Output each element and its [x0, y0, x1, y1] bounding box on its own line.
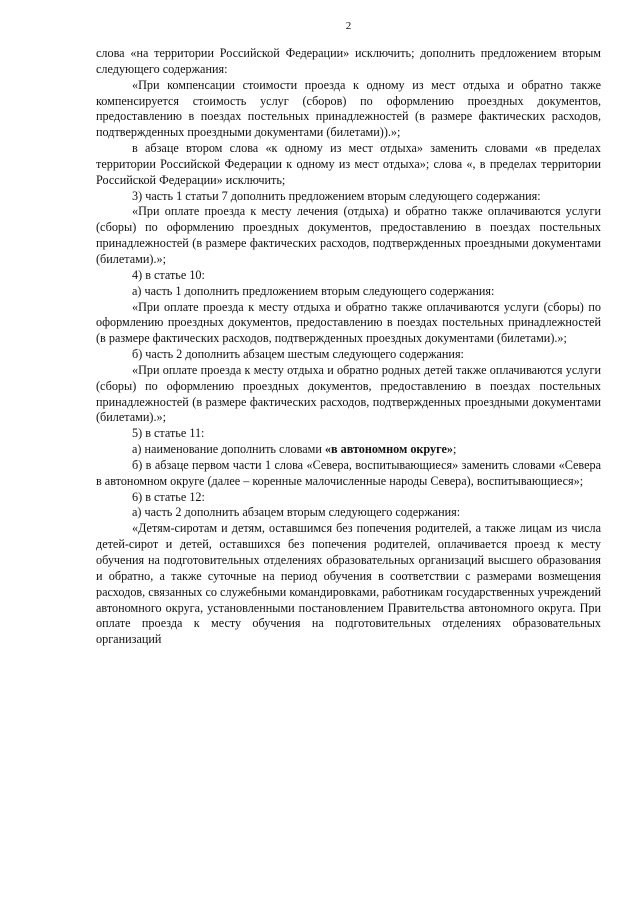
paragraph-text: б) часть 2 дополнить абзацем шестым следующего содержания:	[132, 347, 464, 362]
paragraph-text: «При компенсации стоимости проезда к одному из мест отдыха и обратно также компенсируется стоимость услуг (сборов) по оформлению проездных документов, предоставлению в поездах постельных принадлежностей (в размере фактических расходов, подтвержденных проездными документами (билетами)).»;	[96, 77, 601, 140]
paragraph	[96, 284, 601, 300]
paragraph	[96, 204, 601, 267]
paragraph	[96, 458, 601, 490]
paragraph-text: 5) в статье 11:	[132, 426, 205, 441]
paragraph	[96, 78, 601, 141]
paragraph-text: слова «на территории Российской Федерации» исключить; дополнить предложением вторым следующего содержания:	[96, 46, 601, 76]
paragraph	[96, 442, 601, 458]
paragraph-text: «При оплате проезда к месту лечения (отдыха) и обратно также оплачиваются услуги (сборы) по оформлению проездных документов, предоставлению в поездах постельных принадлежностей (в размере фактических расходов, подтвержденных проездными документами (билетами).»;	[96, 204, 601, 266]
paragraph-text: «При оплате проезда к месту отдыха и обратно родных детей также оплачиваются услуги (сборы) по оформлению проездных документов, предоставлению в поездах постельных принадлежностей (в размере фактических расходов, подтвержденных проездными документами (билетами).»;	[96, 362, 601, 425]
bold-phrase: «в автономном округе»	[324, 442, 454, 457]
paragraph	[96, 490, 601, 506]
paragraph-text: б) в абзаце первом части 1 слова «Севера, воспитывающиеся» заменить словами «Севера в автономном округе (далее – коренные малочисленные народы Севера), воспитывающиеся»;	[96, 457, 601, 488]
paragraph-text: 3) часть 1 статьи 7 дополнить предложением вторым следующего содержания:	[132, 188, 541, 203]
document-body	[96, 46, 601, 648]
paragraph	[96, 189, 601, 205]
paragraph	[96, 426, 601, 442]
paragraph-text: 6) в статье 12:	[132, 489, 205, 504]
paragraph-text: а) часть 1 дополнить предложением вторым следующего содержания:	[132, 283, 495, 298]
paragraph-text: «Детям-сиротам и детям, оставшимся без попечения родителей, а также лицам из числа детей-сирот и детей, оставшихся без попечения родителей, оплачивается проезд к месту обучения на подготовительных отделениях образовательных организаций высшего образования и обратно, а также суточные на период обучения в соответствии с размерами возмещения расходов, связанных со служебными командировками, работникам государственных учреждений автономного округа, установленными постановлением Правительства автономного округа. При оплате проезда к месту обучения на подготовительных отделениях образовательных организаций	[96, 521, 601, 647]
document-page	[96, 20, 601, 905]
paragraph-text: 4) в статье 10:	[132, 267, 205, 282]
paragraph	[96, 505, 601, 521]
paragraph-text: «При оплате проезда к месту отдыха и обратно также оплачиваются услуги (сборы) по оформлению проездных документов, предоставлению в поездах постельных принадлежностей (в размере фактических расходов, подтвержденных проездных документами (билетами).»;	[96, 299, 601, 346]
paragraph	[96, 363, 601, 426]
paragraph-text: а) часть 2 дополнить абзацем вторым следующего содержания:	[132, 505, 461, 520]
paragraph-text: в абзаце втором слова «к одному из мест отдыха» заменить словами «в пределах территории Российской Федерации к одному из мест отдыха»; слова «, в пределах территории Российской Федерации» исключить;	[96, 141, 601, 187]
paragraph	[96, 141, 601, 189]
paragraph	[96, 46, 601, 78]
paragraph	[96, 521, 601, 648]
paragraph	[96, 268, 601, 284]
paragraph-tail: ;	[453, 442, 457, 457]
paragraph	[96, 300, 601, 348]
paragraph-text: а) наименование дополнить словами	[132, 442, 325, 457]
paragraph	[96, 347, 601, 363]
page-number: 2	[345, 20, 352, 32]
